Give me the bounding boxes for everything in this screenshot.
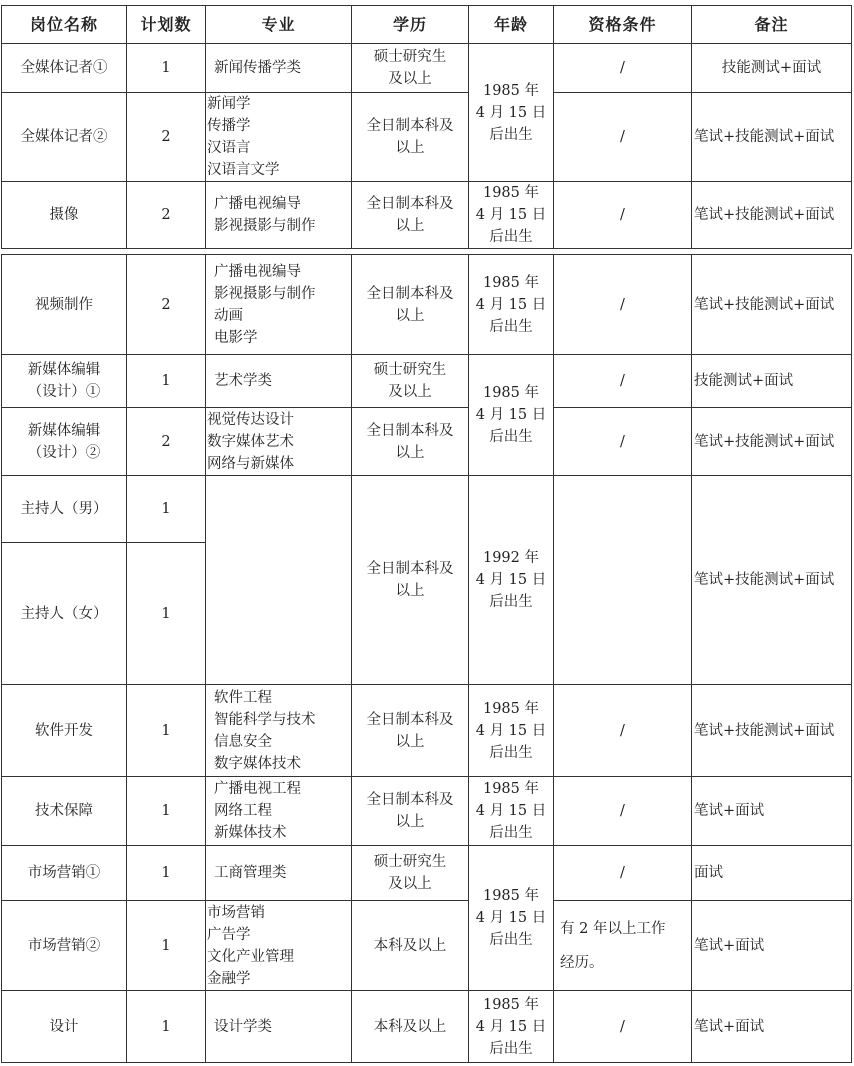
major-item: 广播电视编导: [214, 196, 301, 212]
header-remarks: 备注: [692, 6, 852, 44]
post-name: 技术保障: [2, 777, 127, 846]
remarks-cell: 笔试+面试: [692, 901, 852, 991]
age-line: 后出生: [489, 318, 533, 335]
positions-table-part2: [1, 254, 852, 1063]
education-line: 以上: [395, 583, 425, 599]
age-line: 后出生: [489, 1040, 533, 1057]
major-item: 影视摄影与制作: [214, 285, 316, 302]
plan-count: 1: [127, 476, 206, 543]
remarks-cell: 笔试+技能测试+面试: [692, 93, 852, 182]
age-line: 后出生: [489, 229, 533, 245]
age-cell: [469, 44, 554, 182]
post-name: 设计: [2, 991, 127, 1063]
qualification-cell: /: [554, 408, 692, 476]
education-cell: 本科及以上: [352, 901, 469, 991]
major-cell: [206, 901, 352, 991]
remarks-cell: 笔试+面试: [692, 991, 852, 1063]
education-cell: 本科及以上: [352, 991, 469, 1063]
remarks-cell: 技能测试+面试: [692, 355, 852, 408]
education-line: 全日制本科及: [366, 118, 454, 134]
plan-count: 2: [127, 93, 206, 182]
plan-count: 2: [127, 182, 206, 249]
major-item: 软件工程: [214, 689, 272, 706]
education-line: 全日制本科及: [366, 285, 454, 302]
major-cell: [206, 355, 352, 408]
age-line: 4 月 15 日: [475, 207, 547, 223]
education-line: 全日制本科及: [366, 422, 454, 439]
qualification-cell: /: [554, 846, 692, 901]
education-cell: [352, 355, 469, 408]
age-line: 后出生: [489, 932, 533, 948]
remarks-cell: 笔试+技能测试+面试: [692, 182, 852, 249]
education-line: 及以上: [388, 384, 432, 400]
education-cell: [352, 182, 469, 249]
table-row: [2, 355, 852, 408]
major-item: 信息安全: [214, 733, 272, 750]
major-item: 视觉传达设计: [207, 411, 294, 428]
header-age: 年龄: [469, 6, 554, 44]
age-line: 后出生: [489, 594, 533, 610]
qualification-line: 经历。: [560, 954, 604, 971]
plan-count: 1: [127, 991, 206, 1063]
major-item: 电影学: [214, 329, 258, 346]
education-cell: [352, 255, 469, 355]
post-name: 全媒体记者②: [2, 93, 127, 182]
post-name-line: 新媒体编辑: [27, 362, 101, 378]
education-line: 以上: [395, 218, 425, 234]
education-line: 全日制本科及: [366, 561, 454, 577]
education-line: 及以上: [388, 876, 432, 892]
age-line: 后出生: [489, 744, 533, 761]
age-line: 4 月 15 日: [475, 572, 547, 588]
education-cell: [352, 846, 469, 901]
table-row: [2, 991, 852, 1063]
major-item: 艺术学类: [214, 373, 272, 389]
education-line: 以上: [395, 444, 425, 461]
age-line: 1985 年: [482, 82, 539, 99]
qualification-cell: /: [554, 93, 692, 182]
major-item: 工商管理类: [214, 865, 287, 881]
age-line: 4 月 15 日: [475, 296, 547, 313]
major-item: 数字媒体艺术: [207, 433, 294, 450]
major-item: 网络与新媒体: [207, 455, 294, 472]
plan-count: 1: [127, 685, 206, 777]
post-name: 全媒体记者①: [2, 44, 127, 93]
header-major: 专业: [206, 6, 352, 44]
age-line: 1992 年: [482, 550, 539, 566]
education-line: 全日制本科及: [366, 711, 454, 728]
age-line: 后出生: [489, 825, 533, 841]
post-name: 视频制作: [2, 255, 127, 355]
major-item: 文化产业管理: [207, 948, 294, 965]
major-item: 广播电视编导: [214, 263, 301, 280]
table-row: [2, 777, 852, 846]
education-cell: [352, 777, 469, 846]
major-item: 新闻学: [207, 96, 251, 112]
plan-count: 1: [127, 901, 206, 991]
major-item: 市场营销: [207, 904, 265, 921]
age-line: 后出生: [489, 126, 533, 143]
major-cell: [206, 408, 352, 476]
major-item: 传播学: [207, 118, 251, 134]
major-item: 动画: [214, 307, 243, 324]
education-line: 以上: [395, 733, 425, 750]
age-cell: [469, 355, 554, 476]
plan-count: 1: [127, 846, 206, 901]
post-name: [2, 355, 127, 408]
major-item: 影视摄影与制作: [214, 218, 316, 234]
table-header-row: [2, 6, 852, 44]
major-cell: [206, 685, 352, 777]
education-cell: [352, 93, 469, 182]
education-line: 以上: [395, 140, 425, 156]
major-item: 新闻传播学类: [214, 60, 301, 76]
education-line: 以上: [395, 307, 425, 324]
qualification-cell: /: [554, 44, 692, 93]
education-line: 硕士研究生: [373, 854, 447, 870]
major-cell: [206, 93, 352, 182]
age-line: 4 月 15 日: [475, 407, 547, 423]
major-cell: [206, 777, 352, 846]
remarks-cell: 笔试+面试: [692, 777, 852, 846]
qualification-cell: /: [554, 777, 692, 846]
table-row: [2, 476, 852, 543]
qualification-cell: /: [554, 255, 692, 355]
qualification-cell: /: [554, 355, 692, 408]
post-name: 软件开发: [2, 685, 127, 777]
age-cell: [469, 846, 554, 991]
remarks-cell: 技能测试+面试: [692, 44, 852, 93]
major-cell: [206, 846, 352, 901]
qualification-cell: /: [554, 182, 692, 249]
age-line: 1985 年: [482, 700, 539, 717]
age-line: 1985 年: [482, 185, 539, 201]
table-row: [2, 182, 852, 249]
major-item: 金融学: [207, 970, 251, 987]
post-name: 主持人（女）: [2, 543, 127, 685]
age-cell: [469, 476, 554, 685]
major-item: 汉语言: [207, 140, 251, 156]
plan-count: 2: [127, 255, 206, 355]
education-line: 以上: [395, 814, 425, 830]
major-item: 新媒体技术: [214, 825, 287, 841]
post-name: 主持人（男）: [2, 476, 127, 543]
education-cell: [352, 44, 469, 93]
age-line: 4 月 15 日: [475, 910, 547, 926]
post-name-line: （设计）②: [27, 444, 101, 461]
age-line: 1985 年: [482, 385, 539, 401]
age-cell: [469, 777, 554, 846]
major-item: 广播电视工程: [214, 781, 301, 797]
age-cell: [469, 255, 554, 355]
age-line: 1985 年: [482, 888, 539, 904]
remarks-cell: 面试: [692, 846, 852, 901]
post-name: 市场营销②: [2, 901, 127, 991]
major-cell: [206, 255, 352, 355]
table-row: [2, 408, 852, 476]
header-education: 学历: [352, 6, 469, 44]
age-cell: [469, 685, 554, 777]
post-name-line: （设计）①: [27, 384, 101, 400]
plan-count: 1: [127, 777, 206, 846]
major-item: 数字媒体技术: [214, 755, 301, 772]
qualification-cell: [554, 901, 692, 991]
major-item: 设计学类: [214, 1018, 272, 1035]
education-line: 及以上: [388, 71, 432, 87]
age-cell: [469, 991, 554, 1063]
education-cell: [352, 408, 469, 476]
age-line: 1985 年: [482, 274, 539, 291]
qualification-cell: /: [554, 685, 692, 777]
header-count: 计划数: [127, 6, 206, 44]
header-post: 岗位名称: [2, 6, 127, 44]
table-row: [2, 685, 852, 777]
major-cell: [206, 991, 352, 1063]
plan-count: 2: [127, 408, 206, 476]
plan-count: 1: [127, 44, 206, 93]
post-name: 摄像: [2, 182, 127, 249]
qualification-cell: [554, 476, 692, 685]
age-line: 4 月 15 日: [475, 803, 547, 819]
remarks-cell: 笔试+技能测试+面试: [692, 408, 852, 476]
age-line: 4 月 15 日: [475, 722, 547, 739]
major-cell: [206, 44, 352, 93]
age-line: 4 月 15 日: [475, 104, 547, 121]
table-row: [2, 255, 852, 355]
education-line: 全日制本科及: [366, 792, 454, 808]
major-item: 网络工程: [214, 803, 272, 819]
major-cell: [206, 476, 352, 685]
age-line: 1985 年: [482, 781, 539, 797]
major-item: 智能科学与技术: [214, 711, 316, 728]
age-line: 4 月 15 日: [475, 1018, 547, 1035]
remarks-cell: 笔试+技能测试+面试: [692, 255, 852, 355]
plan-count: 1: [127, 543, 206, 685]
remarks-cell: 笔试+技能测试+面试: [692, 476, 852, 685]
age-line: 后出生: [489, 429, 533, 445]
table-row: [2, 901, 852, 991]
table-row: [2, 44, 852, 93]
education-line: 全日制本科及: [366, 196, 454, 212]
qualification-line: 有 2 年以上工作: [560, 920, 666, 937]
qualification-cell: /: [554, 991, 692, 1063]
header-qualification: 资格条件: [554, 6, 692, 44]
education-cell: [352, 476, 469, 685]
post-name: 市场营销①: [2, 846, 127, 901]
age-line: 1985 年: [482, 996, 539, 1013]
remarks-cell: 笔试+技能测试+面试: [692, 685, 852, 777]
major-item: 广告学: [207, 926, 251, 943]
post-name: [2, 408, 127, 476]
positions-table-part1: [1, 5, 852, 249]
table-row: [2, 846, 852, 901]
age-cell: [469, 182, 554, 249]
education-line: 硕士研究生: [373, 49, 447, 65]
major-item: 汉语言文学: [207, 162, 280, 178]
post-name-line: 新媒体编辑: [27, 422, 101, 439]
education-line: 硕士研究生: [373, 362, 447, 378]
plan-count: 1: [127, 355, 206, 408]
major-cell: [206, 182, 352, 249]
table-row: [2, 93, 852, 182]
education-cell: [352, 685, 469, 777]
